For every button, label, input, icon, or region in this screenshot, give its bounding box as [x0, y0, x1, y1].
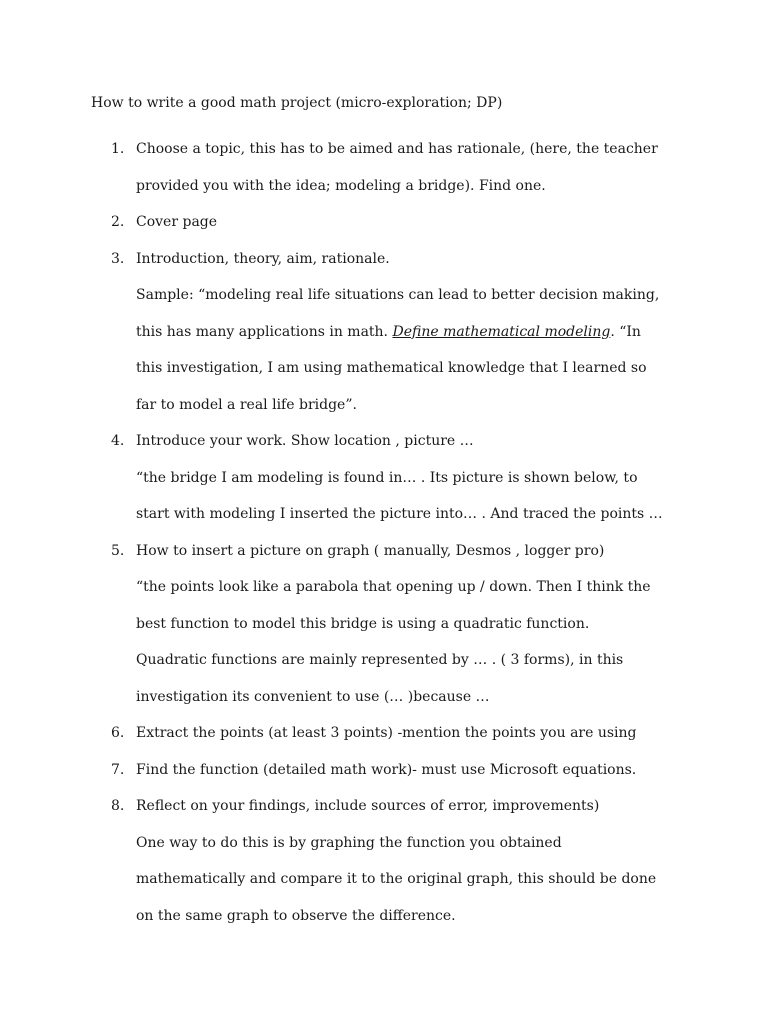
list-item-number: 8. — [111, 798, 125, 814]
list-item — [111, 139, 711, 212]
text-line: Extract the points (at least 3 points) -mention the points you are using — [136, 725, 637, 741]
list-item-number: 7. — [111, 761, 125, 778]
text-line: start with modeling I inserted the picture into… . And traced the points … — [136, 506, 663, 522]
text-line: “the bridge I am modeling is found in… . Its picture is shown below, to — [136, 469, 638, 486]
list-item-body — [136, 796, 711, 942]
list-item — [111, 431, 711, 541]
list-item-body — [136, 723, 711, 760]
list-item-number: 1. — [111, 141, 125, 157]
text-line: on the same graph to observe the difference. — [136, 907, 456, 924]
text-line: Quadratic functions are mainly represented by … . ( 3 forms), in this — [136, 652, 624, 668]
text-line: Sample: “modeling real life situations can lead to better decision making, — [136, 287, 660, 303]
list-item — [111, 723, 711, 760]
text-line: Introduce your work. Show location , picture … — [136, 433, 474, 449]
list-item-number: 5. — [111, 542, 125, 559]
list-item-number: 3. — [111, 250, 125, 267]
text-line: How to insert a picture on graph ( manually, Desmos , logger pro) — [136, 542, 605, 559]
text-line: Choose a topic, this has to be aimed and has rationale, (here, the teacher — [136, 141, 658, 157]
list-item — [111, 760, 711, 797]
text-line: Introduction, theory, aim, rationale. — [136, 250, 390, 267]
numbered-list — [111, 139, 711, 942]
text-line: provided you with the idea; modeling a bridge). Find one. — [136, 177, 546, 194]
list-item — [111, 541, 711, 724]
text-line: Find the function (detailed math work)- must use Microsoft equations. — [136, 761, 637, 778]
text-line: Cover page — [136, 214, 218, 230]
text-line: best function to model this bridge is using a quadratic function. — [136, 615, 590, 632]
list-item-body — [136, 541, 711, 724]
text-segment: . “In — [610, 323, 641, 340]
define-modeling-link[interactable]: Define mathematical modeling — [392, 323, 611, 340]
text-line: “the points look like a parabola that opening up / down. Then I think the — [136, 579, 651, 595]
list-item-body — [136, 249, 711, 432]
text-line: mathematically and compare it to the original graph, this should be done — [136, 871, 657, 887]
document-title: How to write a good math project (micro-exploration; DP) — [91, 95, 503, 111]
list-item — [111, 796, 711, 942]
list-item-number: 2. — [111, 214, 125, 230]
text-line: Reflect on your findings, include sources of error, improvements) — [136, 798, 600, 814]
list-item-number: 4. — [111, 433, 125, 449]
text-line: One way to do this is by graphing the function you obtained — [136, 834, 562, 851]
list-item-body — [136, 139, 711, 212]
list-item — [111, 249, 711, 432]
text-line: investigation its convenient to use (… )because … — [136, 688, 490, 705]
text-line — [136, 322, 711, 359]
text-segment: this has many applications in math. — [136, 323, 393, 340]
list-item-body — [136, 431, 711, 541]
list-item-body — [136, 760, 711, 797]
list-item-number: 6. — [111, 725, 125, 741]
text-line: this investigation, I am using mathematical knowledge that I learned so — [136, 360, 647, 376]
list-item-body — [136, 212, 711, 249]
text-line: far to model a real life bridge”. — [136, 396, 357, 413]
list-item — [111, 212, 711, 249]
